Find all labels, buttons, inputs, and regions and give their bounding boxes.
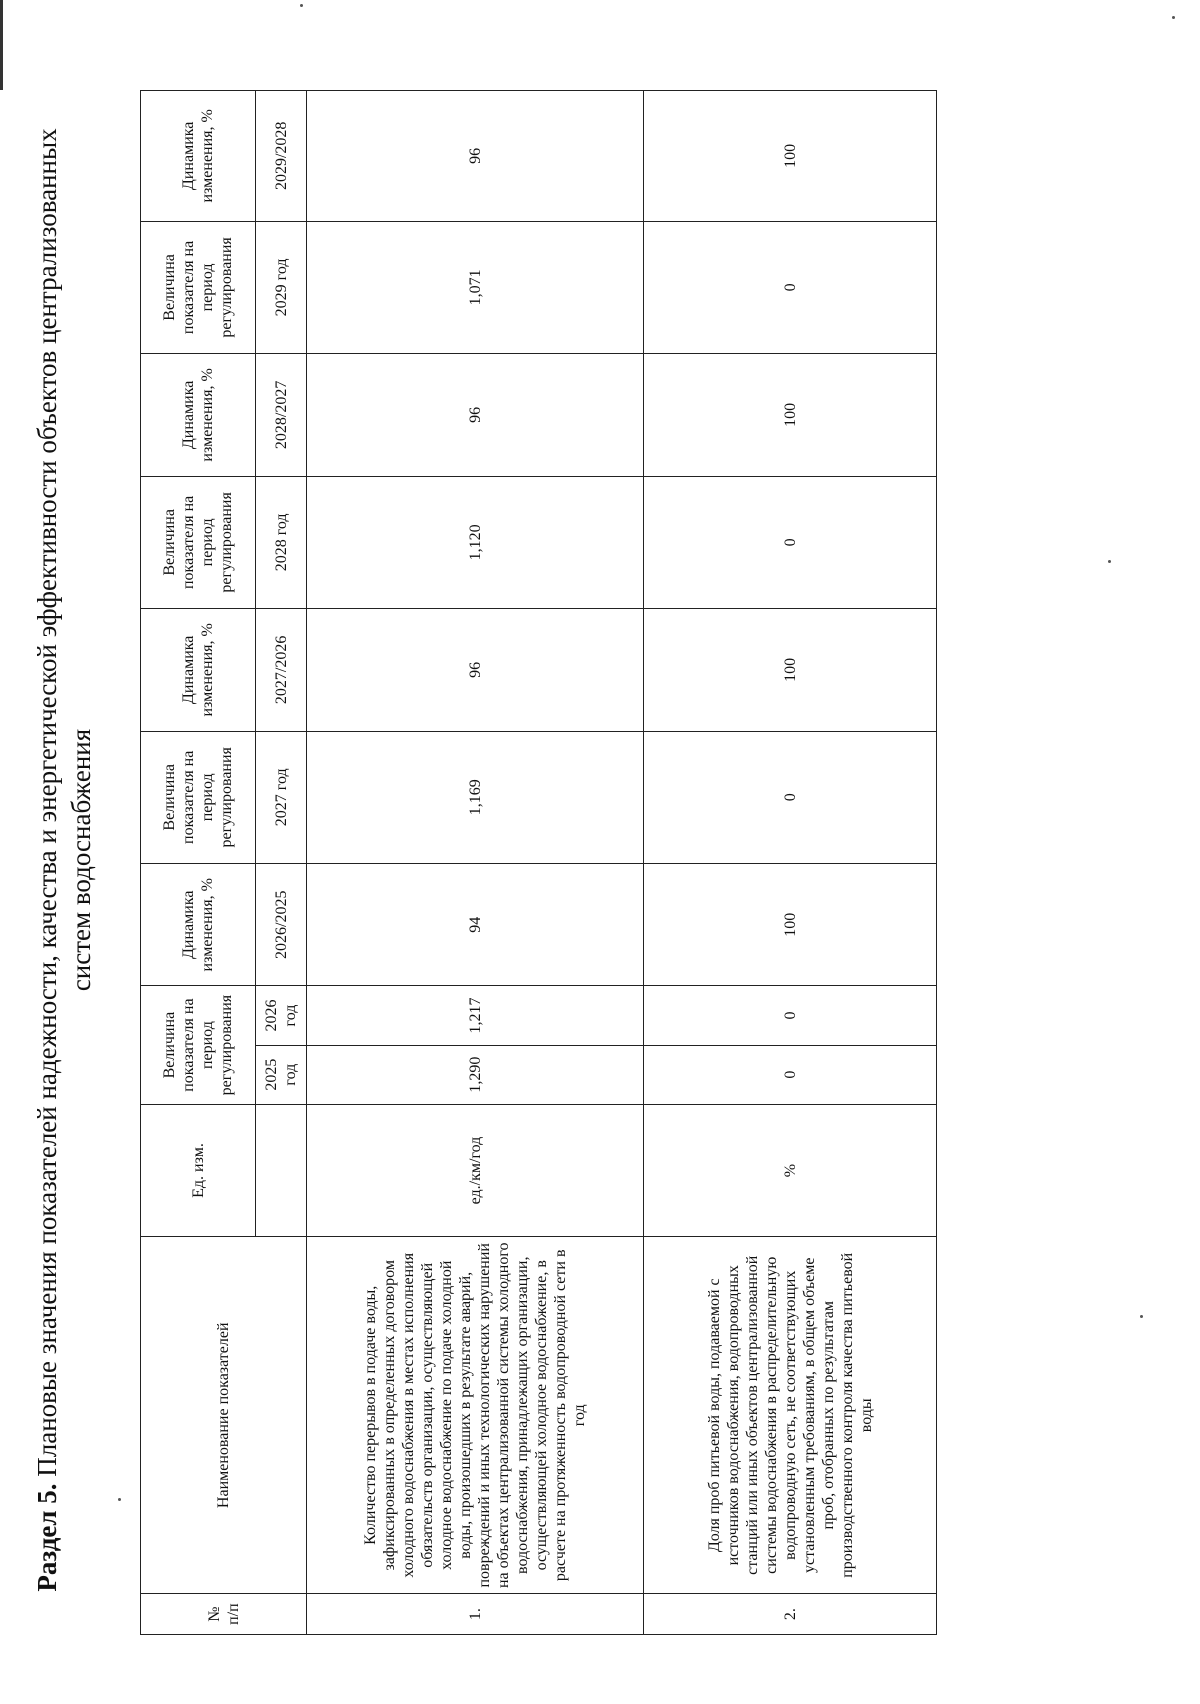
dynamics-2028: 96 bbox=[307, 354, 644, 476]
header-value-2029: Величина показателя на период регулирования bbox=[141, 221, 256, 354]
title-line-2: систем водоснабжения bbox=[66, 728, 96, 992]
dynamics-2026: 94 bbox=[307, 864, 644, 986]
value-2029: 1,071 bbox=[307, 221, 644, 354]
row-number: 2. bbox=[644, 1594, 937, 1635]
header-value-2027: Величина показателя на период регулирования bbox=[141, 731, 256, 864]
ratio-2027-2026: 2027/2026 bbox=[256, 609, 307, 731]
dynamics-2026: 100 bbox=[644, 864, 937, 986]
dynamics-2029: 100 bbox=[644, 91, 937, 222]
header-dynamics-2026: Динамика изменения, % bbox=[141, 864, 256, 986]
table-row bbox=[307, 91, 644, 1635]
year-2027: 2027 год bbox=[256, 731, 307, 864]
value-2026: 1,217 bbox=[307, 986, 644, 1045]
dynamics-2029: 96 bbox=[307, 91, 644, 222]
header-name: Наименование показателей bbox=[141, 1237, 307, 1594]
year-2025: 2025 год bbox=[256, 1045, 307, 1104]
ratio-2029-2028: 2029/2028 bbox=[256, 91, 307, 222]
dynamics-2027: 96 bbox=[307, 609, 644, 731]
header-num: № п/п bbox=[141, 1594, 307, 1635]
value-2026: 0 bbox=[644, 986, 937, 1045]
header-unit: Ед. изм. bbox=[141, 1104, 256, 1237]
indicators-table bbox=[140, 90, 937, 1635]
rotated-page-content bbox=[30, 60, 1170, 1660]
ratio-2028-2027: 2028/2027 bbox=[256, 354, 307, 476]
indicator-name: Доля проб питьевой воды, подаваемой с источников водоснабжения, водопроводных станций или иных объектов централизованной системы водоснабжения в распределительную водопроводную сеть, не соответствующих установленным требованиям, в общем объеме проб, отобранных по результатам производственного контроля качества питьевой воды bbox=[644, 1237, 937, 1594]
title-line-1: Плановые значения показателей надежности, качества и энергетической эффективности объектов централизованных bbox=[32, 128, 62, 1477]
scan-speck bbox=[300, 4, 303, 7]
year-2028: 2028 год bbox=[256, 476, 307, 609]
dynamics-2027: 100 bbox=[644, 609, 937, 731]
value-2028: 0 bbox=[644, 476, 937, 609]
indicator-unit: % bbox=[644, 1104, 937, 1237]
section-title bbox=[30, 60, 98, 1660]
indicator-unit: ед./км/год bbox=[307, 1104, 644, 1237]
scan-speck bbox=[1172, 16, 1175, 19]
table-header-row bbox=[141, 91, 256, 1635]
table-row bbox=[644, 91, 937, 1635]
value-2027: 1,169 bbox=[307, 731, 644, 864]
header-value-2028: Величина показателя на период регулирования bbox=[141, 476, 256, 609]
value-2025: 0 bbox=[644, 1045, 937, 1104]
header-dynamics-2027: Динамика изменения, % bbox=[141, 609, 256, 731]
year-2029: 2029 год bbox=[256, 221, 307, 354]
scan-page-edge bbox=[0, 0, 3, 90]
header-value-2025-2026: Величина показателя на период регулирования bbox=[141, 986, 256, 1104]
value-2028: 1,120 bbox=[307, 476, 644, 609]
header-dynamics-2028: Динамика изменения, % bbox=[141, 354, 256, 476]
section-number: Раздел 5. bbox=[32, 1483, 62, 1592]
value-2027: 0 bbox=[644, 731, 937, 864]
value-2025: 1,290 bbox=[307, 1045, 644, 1104]
row-number: 1. bbox=[307, 1594, 644, 1635]
value-2029: 0 bbox=[644, 221, 937, 354]
subheader-unit-empty bbox=[256, 1104, 307, 1237]
indicator-name: Количество перерывов в подаче воды, зафиксированных в определенных договором холодного водоснабжения в местах исполнения обязательств организации, осуществляющей холодное водоснабжение по подаче холодной воды, произошедших в результате аварий, повреждений и иных технологических нарушений на объектах централизованной системы холодного водоснабжения, принадлежащих организации, осуществляющей холодное водоснабжение, в расчете на протяженность водопроводной сети в год bbox=[307, 1237, 644, 1594]
header-dynamics-2029: Динамика изменения, % bbox=[141, 91, 256, 222]
year-2026: 2026 год bbox=[256, 986, 307, 1045]
dynamics-2028: 100 bbox=[644, 354, 937, 476]
ratio-2026-2025: 2026/2025 bbox=[256, 864, 307, 986]
